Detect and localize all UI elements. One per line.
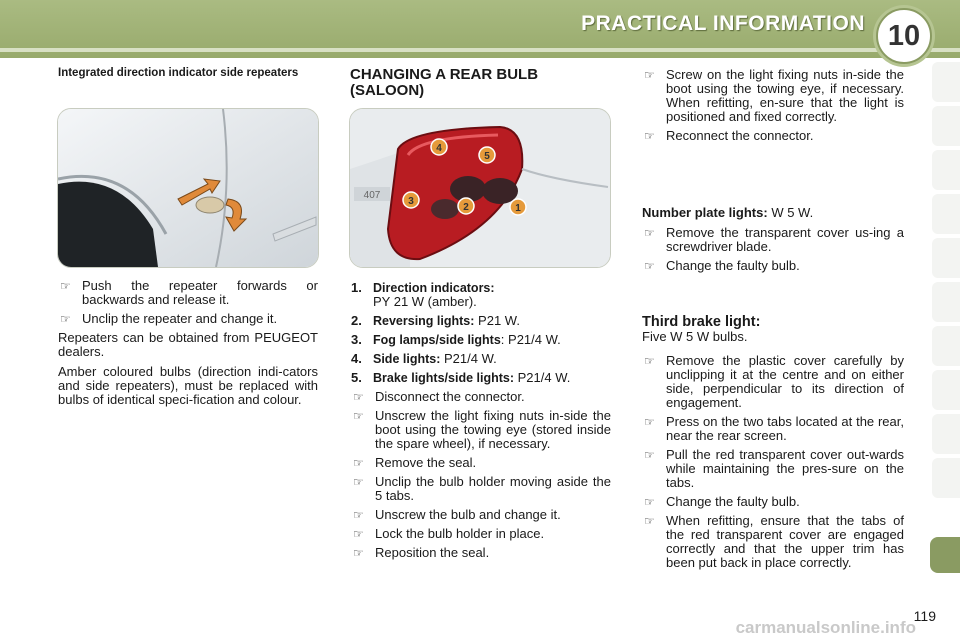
list-item xyxy=(642,448,904,490)
column-middle xyxy=(350,67,600,99)
chapter-tab[interactable] xyxy=(932,326,960,366)
chapter-tab[interactable] xyxy=(932,458,960,498)
bulb-spec xyxy=(351,333,611,347)
chapter-tab[interactable] xyxy=(932,370,960,410)
hand-pointer-icon: ☞ xyxy=(644,495,655,509)
bulb-number: 2. xyxy=(351,313,362,328)
bulb-value: P21 W. xyxy=(478,313,520,328)
page-title: PRACTICAL INFORMATION xyxy=(581,12,865,35)
hand-pointer-icon: ☞ xyxy=(644,415,655,429)
watermark: carmanualsonline.info xyxy=(735,618,916,637)
list-item xyxy=(351,456,611,470)
list-item xyxy=(351,508,611,522)
chapter-tab[interactable] xyxy=(932,106,960,146)
third-brake-sub: Five W 5 W bulbs. xyxy=(642,329,748,344)
bulb-number: 3. xyxy=(351,332,362,347)
paragraph: Amber coloured bulbs (direction indi-cators and side repeaters), must be replaced with bulbs of identical speci-fication and colour. xyxy=(58,364,318,407)
hand-pointer-icon: ☞ xyxy=(644,68,655,82)
page-number: 119 xyxy=(913,608,936,624)
bulb-value: P21/4 W. xyxy=(517,370,571,385)
chapter-tab[interactable] xyxy=(932,62,960,102)
column-right-top xyxy=(642,68,904,148)
list-item xyxy=(58,312,318,326)
hand-pointer-icon: ☞ xyxy=(60,279,71,293)
column-left xyxy=(58,67,320,83)
hand-pointer-icon: ☞ xyxy=(644,259,655,273)
list-item-text: Reposition the seal. xyxy=(375,545,490,560)
column-middle-body xyxy=(351,281,611,565)
bulb-spec xyxy=(351,281,611,309)
column-right-brake xyxy=(642,314,904,575)
third-brake-heading: Third brake light: xyxy=(642,314,761,330)
list-item-text: Remove the transparent cover us-ing a screwdriver blade. xyxy=(666,225,904,254)
paragraph: Repeaters can be obtained from PEUGEOT dealers. xyxy=(58,330,318,359)
list-item xyxy=(351,475,611,503)
bulb-label: Side lights: xyxy=(373,352,441,366)
list-item-text: Screw on the light fixing nuts in-side the boot using the towing eye, if necessary. When refitting, en-sure that the light is positioned and fixed correctly. xyxy=(666,67,904,124)
chapter-tab[interactable] xyxy=(932,194,960,234)
hand-pointer-icon: ☞ xyxy=(60,312,71,326)
hand-pointer-icon: ☞ xyxy=(644,226,655,240)
bulb-label: Direction indicators: xyxy=(373,281,495,295)
hand-pointer-icon: ☞ xyxy=(353,546,364,560)
list-item xyxy=(642,129,904,143)
car-model-badge: 407 xyxy=(363,190,381,201)
bulb-number: 1. xyxy=(351,280,362,295)
list-item-text: Unclip the bulb holder moving aside the 5 tabs. xyxy=(375,474,611,503)
bulb-value: P21/4 W. xyxy=(444,351,497,366)
side-repeater-heading: Integrated direction indicator side repeaters xyxy=(58,67,299,79)
chapter-tab[interactable] xyxy=(932,414,960,454)
column-right-plate xyxy=(642,206,904,278)
list-item-text: Change the faulty bulb. xyxy=(666,494,800,509)
rear-lamp-illustration xyxy=(350,109,610,267)
bulb-number: 4. xyxy=(351,351,362,366)
list-item xyxy=(642,354,904,410)
chapter-badge: 10 xyxy=(876,8,932,64)
list-item-text: Press on the two tabs located at the rear, near the rear screen. xyxy=(666,414,904,443)
list-item xyxy=(642,226,904,254)
hand-pointer-icon: ☞ xyxy=(644,514,655,528)
list-item-text: Lock the bulb holder in place. xyxy=(375,526,545,541)
list-item-text: Remove the seal. xyxy=(375,455,477,470)
list-item-text: Unclip the repeater and change it. xyxy=(82,311,278,326)
chapter-tab[interactable] xyxy=(932,238,960,278)
list-item xyxy=(58,279,318,307)
bulb-spec xyxy=(351,352,611,366)
callout-label: 4 xyxy=(436,143,442,154)
list-item-text: Push the repeater forwards or backwards and release it. xyxy=(82,278,318,307)
number-plate-value: W 5 W. xyxy=(771,205,814,220)
side-repeater-photo xyxy=(57,108,319,268)
list-item xyxy=(642,68,904,124)
bulb-value: : P21/4 W. xyxy=(500,332,561,347)
list-item-text: Unscrew the bulb and change it. xyxy=(375,507,561,522)
list-item-text: Remove the plastic cover carefully by unclipping it at the centre and on either side, perpendicular to its direction of engagement. xyxy=(666,353,904,410)
hand-pointer-icon: ☞ xyxy=(644,354,655,368)
hand-pointer-icon: ☞ xyxy=(353,475,364,489)
list-item xyxy=(642,495,904,509)
side-repeater-illustration xyxy=(58,109,318,267)
bulb-spec xyxy=(351,371,611,385)
bulb-value: PY 21 W (amber). xyxy=(373,294,477,309)
callout-label: 1 xyxy=(515,203,521,214)
list-item xyxy=(351,409,611,451)
list-item-text: Disconnect the connector. xyxy=(375,389,525,404)
hand-pointer-icon: ☞ xyxy=(644,448,655,462)
column-left-body xyxy=(58,279,318,413)
callout-label: 3 xyxy=(408,196,414,207)
chapter-tabs xyxy=(928,62,960,574)
number-plate-spec xyxy=(642,206,904,220)
list-item xyxy=(351,527,611,541)
hand-pointer-icon: ☞ xyxy=(644,129,655,143)
list-item-text: Unscrew the light fixing nuts in-side the boot using the towing eye (stored inside the spare wheel), if necessary. xyxy=(375,408,611,451)
list-item-text: Reconnect the connector. xyxy=(666,128,814,143)
bulb-label: Reversing lights: xyxy=(373,314,475,328)
callout-label: 2 xyxy=(463,202,469,213)
list-item-text: Pull the red transparent cover out-wards while maintaining the pres-sure on the tabs. xyxy=(666,447,904,490)
list-item xyxy=(351,546,611,560)
chapter-tab[interactable] xyxy=(932,150,960,190)
hand-pointer-icon: ☞ xyxy=(353,508,364,522)
number-plate-label: Number plate lights: xyxy=(642,205,768,220)
chapter-tab-active[interactable] xyxy=(930,537,960,573)
list-item xyxy=(642,514,904,570)
header-divider xyxy=(0,48,960,52)
list-item xyxy=(642,415,904,443)
hand-pointer-icon: ☞ xyxy=(353,527,364,541)
bulb-spec xyxy=(351,314,611,328)
list-item-text: When refitting, ensure that the tabs of the red transparent cover are engaged correctly and that the upper trim has been put back in place correctly. xyxy=(666,513,904,570)
list-item-text: Change the faulty bulb. xyxy=(666,258,800,273)
rear-lamp-photo xyxy=(349,108,611,268)
hand-pointer-icon: ☞ xyxy=(353,390,364,404)
list-item xyxy=(642,259,904,273)
bulb-number: 5. xyxy=(351,370,362,385)
bulb-label: Fog lamps/side lights xyxy=(373,333,501,347)
callout-label: 5 xyxy=(484,151,490,162)
list-item xyxy=(351,390,611,404)
chapter-tab[interactable] xyxy=(932,282,960,322)
hand-pointer-icon: ☞ xyxy=(353,409,364,423)
hand-pointer-icon: ☞ xyxy=(353,456,364,470)
bulb-label: Brake lights/side lights: xyxy=(373,371,515,385)
rear-bulb-heading: CHANGING A REAR BULB (SALOON) xyxy=(350,66,539,99)
